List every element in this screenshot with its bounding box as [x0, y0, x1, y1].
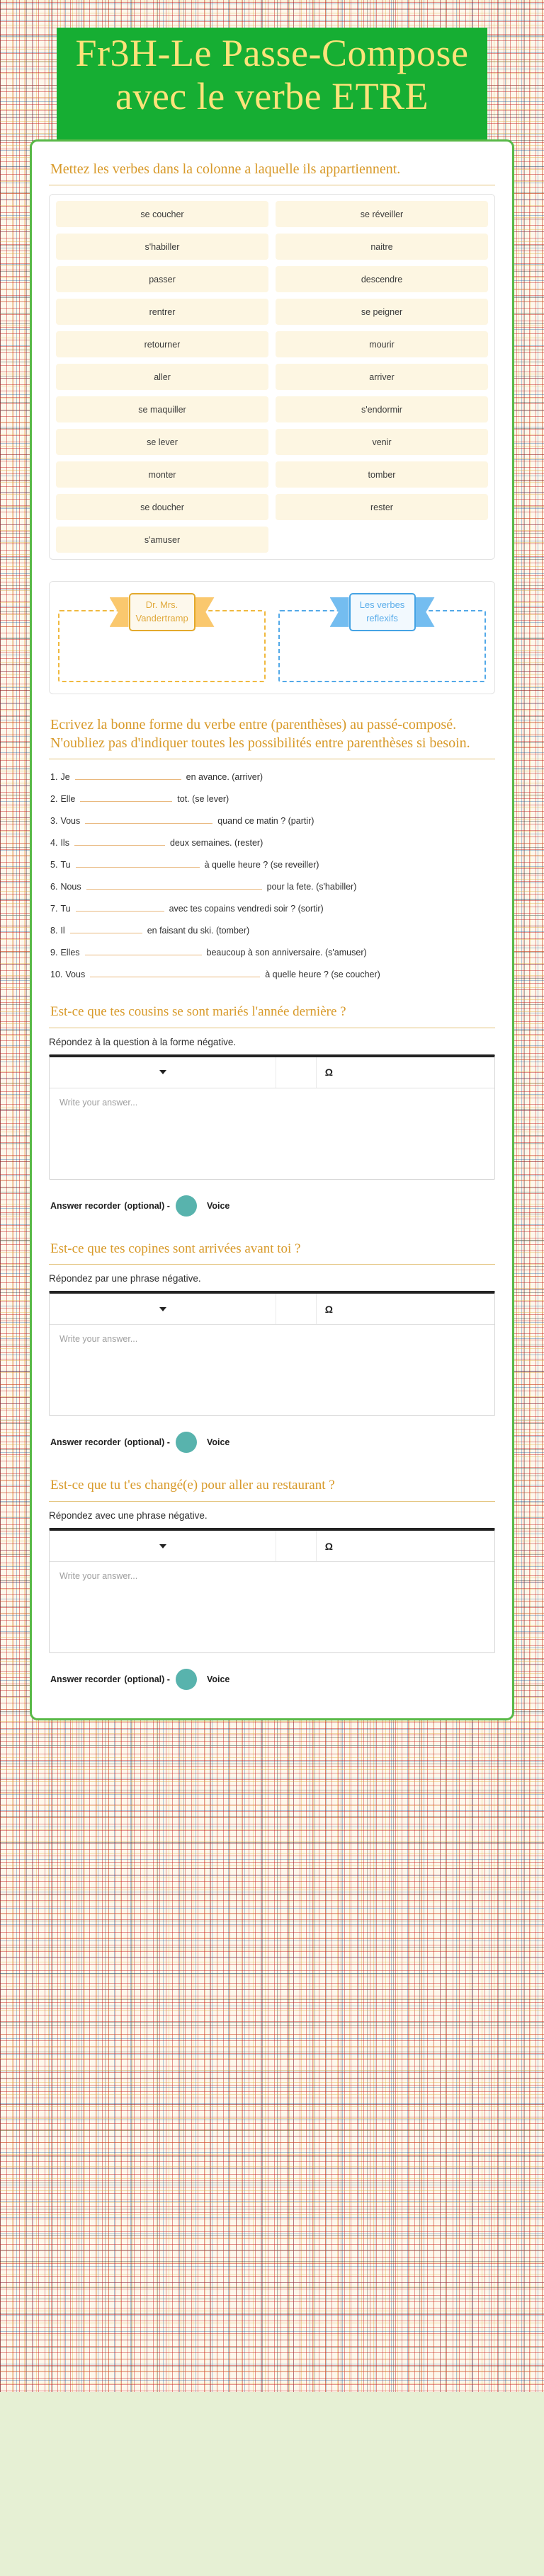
fill-blank-number: 7.	[50, 904, 58, 914]
dropzone-panel	[49, 581, 495, 694]
worksheet-card	[30, 139, 514, 1720]
fill-blank-input[interactable]	[74, 835, 165, 846]
fill-blank-text: en faisant du ski. (tomber)	[147, 926, 250, 936]
fill-blank-item	[50, 791, 495, 804]
verb-chip[interactable]: se doucher	[56, 494, 268, 520]
recorder-label: Answer recorder	[50, 1200, 121, 1211]
answer-textarea[interactable]: Write your answer...	[60, 1571, 138, 1582]
fill-blank-number: 1.	[50, 772, 58, 782]
fill-blank-text: beaucoup à son anniversaire. (s'amuser)	[206, 948, 367, 958]
verb-chip[interactable]: rester	[276, 494, 488, 520]
fill-blank-subject: Il	[60, 926, 65, 936]
fill-blank-item	[50, 967, 495, 979]
fill-blank-input[interactable]	[86, 879, 262, 890]
category-dropzones	[49, 581, 495, 694]
fill-blank-input[interactable]	[75, 769, 181, 780]
fill-blank-number: 9.	[50, 948, 58, 958]
task-sort-instruction: Mettez les verbes dans la colonne a laquelle ils appartiennent.	[49, 160, 495, 185]
question-section	[49, 1241, 495, 1454]
style-dropdown-button[interactable]	[50, 1057, 276, 1088]
fill-blank-subject: Elle	[60, 794, 76, 804]
page-bottom-fill	[0, 2392, 544, 2576]
rich-text-editor[interactable]	[49, 1291, 495, 1416]
fill-blank-subject: Je	[60, 772, 70, 782]
fill-blank-text: deux semaines. (rester)	[169, 838, 264, 848]
dropzone-reflexifs[interactable]	[278, 599, 486, 682]
verb-chip[interactable]: se maquiller	[56, 396, 268, 422]
verb-chip[interactable]: s'habiller	[56, 234, 268, 260]
recorder-optional-label: (optional) -	[124, 1674, 170, 1685]
verb-chip[interactable]: monter	[56, 461, 268, 488]
record-button[interactable]	[176, 1669, 197, 1690]
question-section	[49, 1004, 495, 1217]
record-button[interactable]	[176, 1432, 197, 1453]
verb-chip[interactable]: retourner	[56, 331, 268, 357]
fill-blank-item	[50, 923, 495, 936]
fill-blank-number: 10.	[50, 970, 63, 979]
chevron-down-icon	[159, 1070, 166, 1074]
toolbar-spacer	[276, 1531, 317, 1561]
answer-textarea[interactable]: Write your answer...	[60, 1097, 138, 1108]
dropzone-label-vandertramp: Dr. Mrs. Vandertramp	[129, 593, 196, 631]
fill-blank-text: à quelle heure ? (se reveiller)	[204, 860, 319, 870]
question-sections	[49, 1004, 495, 1690]
answer-recorder	[49, 1195, 495, 1217]
fill-blank-item	[50, 813, 495, 826]
fill-blank-number: 5.	[50, 860, 58, 870]
question-title: Est-ce que tu t'es changé(e) pour aller au restaurant ?	[49, 1477, 495, 1502]
question-instruction: Répondez par une phrase négative.	[49, 1273, 201, 1284]
fill-blank-number: 2.	[50, 794, 58, 804]
style-dropdown-button[interactable]	[50, 1294, 276, 1324]
record-button[interactable]	[176, 1195, 197, 1217]
answer-recorder	[49, 1432, 495, 1453]
fill-blank-subject: Elles	[60, 948, 80, 958]
verb-chip[interactable]: aller	[56, 364, 268, 390]
fill-blank-number: 4.	[50, 838, 58, 848]
editor-toolbar	[50, 1294, 494, 1325]
fill-blank-text: avec tes copains vendredi soir ? (sortir)	[169, 904, 324, 914]
editor-toolbar	[50, 1057, 494, 1088]
toolbar-spacer	[276, 1057, 317, 1088]
verb-chip[interactable]: venir	[276, 429, 488, 455]
fill-blank-text: tot. (se lever)	[177, 794, 230, 804]
fill-blank-item	[50, 835, 495, 848]
ribbon-reflexifs	[330, 593, 435, 631]
fill-blank-input[interactable]	[76, 857, 200, 868]
question-section	[49, 1477, 495, 1690]
verb-chip[interactable]: se coucher	[56, 201, 268, 227]
verb-chip[interactable]: s'endormir	[276, 396, 488, 422]
fill-blank-number: 3.	[50, 816, 58, 826]
toolbar-spacer	[276, 1294, 317, 1324]
question-title: Est-ce que tes copines sont arrivées avant toi ?	[49, 1241, 495, 1265]
ribbon-tail-left-icon	[110, 597, 129, 627]
ribbon-vandertramp	[110, 593, 215, 631]
recorder-optional-label: (optional) -	[124, 1437, 170, 1448]
fill-blank-number: 8.	[50, 926, 58, 936]
verb-chip[interactable]: passer	[56, 266, 268, 292]
fill-blank-item	[50, 945, 495, 958]
verb-chip[interactable]: se peigner	[276, 299, 488, 325]
task-sort-verbs	[49, 160, 495, 560]
ribbon-tail-left-icon	[330, 597, 349, 627]
dropzone-vandertramp[interactable]	[58, 599, 266, 682]
verb-chip-panel	[49, 194, 495, 560]
verb-chip[interactable]: tomber	[276, 461, 488, 488]
fill-blank-item	[50, 769, 495, 782]
fill-blank-item	[50, 879, 495, 892]
recorder-voice-label: Voice	[206, 1437, 230, 1448]
editor-toolbar	[50, 1531, 494, 1562]
fill-blank-subject: Nous	[60, 882, 81, 892]
verb-chip[interactable]: se lever	[56, 429, 268, 455]
fill-blank-input[interactable]	[70, 923, 142, 933]
recorder-voice-label: Voice	[206, 1674, 230, 1685]
fill-blank-input[interactable]	[85, 945, 202, 955]
recorder-voice-label: Voice	[206, 1200, 230, 1211]
fill-blank-subject: Ils	[60, 838, 69, 848]
fill-blank-text: en avance. (arriver)	[186, 772, 264, 782]
fill-blank-item	[50, 901, 495, 914]
question-title: Est-ce que tes cousins se sont mariés l'année dernière ?	[49, 1004, 495, 1028]
answer-recorder	[49, 1669, 495, 1690]
verb-chip[interactable]: naitre	[276, 234, 488, 260]
verb-chip[interactable]: s'amuser	[56, 527, 268, 553]
chevron-down-icon	[159, 1544, 166, 1548]
recorder-label: Answer recorder	[50, 1437, 121, 1448]
fill-blank-input[interactable]	[90, 967, 260, 977]
fill-blank-list	[49, 768, 495, 979]
verb-chip[interactable]: mourir	[276, 331, 488, 357]
fill-blank-input[interactable]	[76, 901, 164, 912]
recorder-optional-label: (optional) -	[124, 1200, 170, 1211]
verb-chip[interactable]: se réveiller	[276, 201, 488, 227]
fill-blank-text: quand ce matin ? (partir)	[217, 816, 314, 826]
rich-text-editor[interactable]	[49, 1528, 495, 1653]
page-title: Fr3H-Le Passe-Compose avec le verbe ETRE	[75, 32, 469, 118]
fill-blank-subject: Tu	[60, 860, 71, 870]
ribbon-tail-right-icon	[196, 597, 215, 627]
verb-chip[interactable]: arriver	[276, 364, 488, 390]
answer-textarea[interactable]: Write your answer...	[60, 1334, 138, 1345]
ribbon-tail-right-icon	[416, 597, 435, 627]
verb-chip[interactable]: descendre	[276, 266, 488, 292]
verb-chip[interactable]: rentrer	[56, 299, 268, 325]
rich-text-editor[interactable]	[49, 1054, 495, 1180]
fill-blank-number: 6.	[50, 882, 58, 892]
fill-blank-item	[50, 857, 495, 870]
special-character-button[interactable]: Ω	[324, 1066, 334, 1079]
special-character-button[interactable]: Ω	[324, 1303, 334, 1315]
fill-blank-subject: Vous	[60, 816, 81, 826]
style-dropdown-button[interactable]	[50, 1531, 276, 1561]
verb-chip-placeholder	[276, 527, 488, 553]
title-banner	[57, 28, 487, 151]
question-instruction: Répondez à la question à la forme négative.	[49, 1036, 237, 1047]
verb-chip-grid	[56, 201, 488, 553]
recorder-label: Answer recorder	[50, 1674, 121, 1685]
question-instruction: Répondez avec une phrase négative.	[49, 1510, 208, 1522]
fill-blank-text: à quelle heure ? (se coucher)	[265, 970, 380, 979]
fill-blank-subject: Tu	[60, 904, 71, 914]
fill-blank-input[interactable]	[80, 791, 172, 802]
task-fill-instruction: Ecrivez la bonne forme du verbe entre (parenthèses) au passé-composé. N'oubliez pas d'indiquer toutes les possibilités entre parenthèses si besoin.	[49, 715, 495, 759]
chevron-down-icon	[159, 1307, 166, 1311]
special-character-button[interactable]: Ω	[324, 1540, 334, 1552]
fill-blank-subject: Vous	[65, 970, 86, 979]
dropzone-label-reflexifs: Les verbes reflexifs	[349, 593, 416, 631]
fill-blank-input[interactable]	[85, 813, 212, 824]
fill-blank-text: pour la fete. (s'habiller)	[266, 882, 357, 892]
task-fill-blanks	[49, 715, 495, 979]
